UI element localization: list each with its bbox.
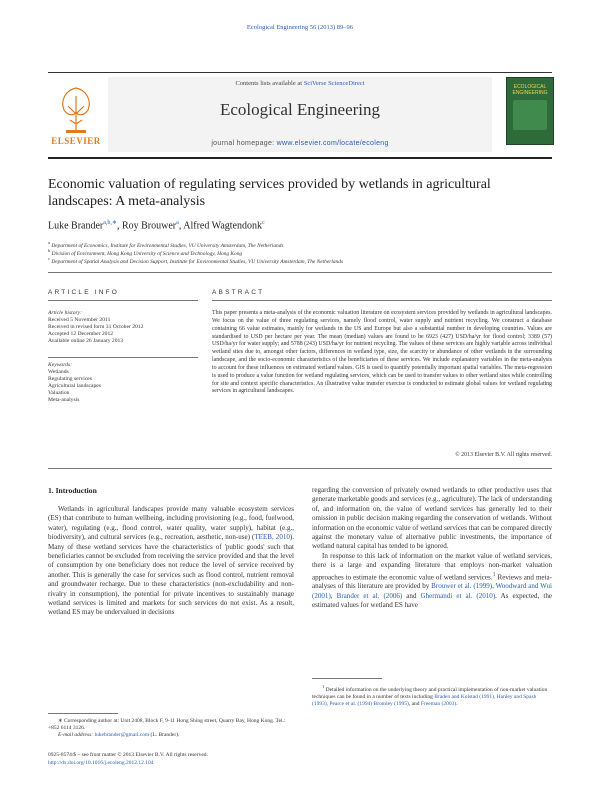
journal-homepage xyxy=(108,140,492,147)
affiliation-text: Division of Environment, Hong Kong University of Science and Technology, Hong Kong xyxy=(51,250,243,257)
keywords-label: Keywords: xyxy=(48,362,73,368)
body-text: and xyxy=(402,591,421,600)
contents-prefix: Contents lists available at xyxy=(235,80,304,87)
intro-column-right xyxy=(312,486,552,611)
body-text: In response to this lack of information on the market value of wetland services, there is a large and expanding literature that employs non-market valuation approaches to estimate the economic value of wetland services. xyxy=(312,551,552,581)
author-name[interactable]: Roy Brouwer xyxy=(121,220,177,232)
body-text: Reviews and meta-analyses of this literature are provided by xyxy=(312,573,552,591)
footnote-text: Detailed information on the underlying theory and practical implementation of non-market valuation techniques can be found in a number of texts including xyxy=(312,686,548,701)
sciencedirect-link[interactable]: SciVerse ScienceDirect xyxy=(303,80,365,87)
body-text: ). Many of these wetland services have the characteristics of 'public goods' such that beneficiaries cannot be excluded from receiving the service provided and that the level of consumption by one beneficiary does not reduce the level of service received by another. This is generally the case for services such as flood control, nutrient removal and groundwater recharge. Due to these characteristics (non-excludability and non-rivalry in consumption), the potential for private incentives to sustainably manage wetland services is limited and markets for such services do not exist. As a result, wetland ES may be undervalued in decisions xyxy=(48,533,295,617)
email-link[interactable]: lukebrander@gmail.com xyxy=(94,732,150,739)
citation-link[interactable]: Braden and Kolstad (1991), Hanley and Spash (1993), Pearce et al. (1994) Bromley (1995) xyxy=(312,694,537,708)
keywords xyxy=(48,362,198,404)
author-sup[interactable]: a xyxy=(176,220,179,226)
email-note xyxy=(48,732,294,739)
header-rule-bottom xyxy=(48,157,552,159)
keyword: Wetlands xyxy=(48,369,69,375)
keyword: Valuation xyxy=(48,390,70,396)
keyword: Meta-analysis xyxy=(48,397,80,403)
journal-cover-thumbnail[interactable] xyxy=(506,77,554,145)
body-text: . As expected, the estimated values for wetland ES have xyxy=(312,591,552,610)
abstract-rule xyxy=(212,300,552,301)
footnote-text: , and xyxy=(408,701,421,708)
abstract-text: This paper presents a meta-analysis of the economic valuation literature on ecosystem services provided by wetlands in agricultural landscapes. We focus on the value of three regulating services, namely flood control, water supply and nutrient recycling. We construct a database containing 66 value estimates, mainly for wetlands in the US and Europe but also a substantial number in developing countries. Values are standardised to USD per hectare per year. The mean (median) values are found to be 6923 (427) USD/ha/yr for flood control; 3389 (57) USD/ha/yr for water supply; and 5788 (243) USD/ha/yr for nutrient recycling. The values of these services are highly variable across individual wetland sites due to, amongst other factors, differences in wetland type, size, the scarcity or abundance of other wetlands in the surrounding landscape, and the socio-economic characteristics of the beneficiaries of these services. We include explanatory variables in the meta-analysis to account for these influences on estimated wetland values. GIS is used to quantify potentially important spatial variables. The meta-regression is used to produce a value function for wetland regulating services, which can be used to transfer values to other wetland sites while controlling for site and context specific characteristics. An illustrative value transfer exercise is conducted to estimate global values for wetland regulating services in agricultural landscapes. xyxy=(212,310,552,395)
issn-line: 0925-8574/$ – see front matter © 2013 Elsevier B.V. All rights reserved. xyxy=(48,752,208,758)
author-name[interactable]: Alfred Wagtendonk xyxy=(183,220,262,232)
history-item: Available online 26 January 2013 xyxy=(48,338,124,344)
author-sup[interactable]: a,b,∗ xyxy=(103,220,117,226)
intro-column-left xyxy=(48,505,294,618)
cover-image xyxy=(513,100,547,130)
doi-link[interactable]: http://dx.doi.org/10.1016/j.ecoleng.2012.12.104 xyxy=(48,760,154,766)
email-suffix: (L. Brander). xyxy=(150,732,180,739)
affiliation-sup: c xyxy=(48,256,50,261)
footnote-rule-left xyxy=(48,713,118,714)
body-text: Wetlands in agricultural landscapes provide many valuable ecosystem services (ES) that contribute to human wellbeing, including provisioning (e.g., food, fuelwood, water), regulating (e.g., flood control, water quality, water supply), habitat (e.g., biodiversity), and cultural services (e.g., recreation, aesthetic, non-use) ( xyxy=(48,505,294,542)
history-item: Accepted 12 December 2012 xyxy=(48,331,114,337)
article-history xyxy=(48,310,198,345)
footnote-1 xyxy=(312,683,552,708)
header-rule-top xyxy=(48,72,552,73)
footnote-text: . xyxy=(456,701,458,708)
affiliation xyxy=(48,256,552,265)
cover-title: ECOLOGICAL ENGINEERING xyxy=(512,84,548,96)
keyword: Agricultural landscapes xyxy=(48,383,101,389)
info-rule xyxy=(48,300,198,301)
article-title: Economic valuation of regulating services provided by wetlands in agricultural landscapes: A meta-analysis xyxy=(48,177,491,209)
info-divider xyxy=(48,357,198,358)
history-item: Received in revised form 31 October 2012 xyxy=(48,324,144,330)
section-rule xyxy=(48,272,552,273)
section-heading-introduction: 1. Introduction xyxy=(48,486,97,495)
elsevier-wordmark: ELSEVIER xyxy=(51,136,101,146)
citation-link[interactable]: Ghermandi et al. (2010) xyxy=(420,591,496,600)
body-text: regarding the conversion of privately owned wetlands to other productive uses that generate marketable goods and services (e.g., agriculture). The lack of understanding of, and information on, the value of wetland services has generally led to their omission in public decision making regarding the conservation of wetlands. Without information on the economic value of wetland services that can be compared directly against the monetary value of alternative public investments, the importance of wetland natural capital has tended to be ignored. xyxy=(312,486,552,551)
journal-name: Ecological Engineering xyxy=(219,100,381,119)
section-rule xyxy=(48,468,552,469)
corresponding-author-note: ∗ Corresponding author at: Unit 2408, Block F, 9-11 Hong Shing street, Quarry Bay, Hong Kong. Tel.: +852 6114 3126. xyxy=(48,718,286,732)
footnote-ref[interactable]: 1 xyxy=(492,571,496,578)
footnote-number: 1 xyxy=(322,684,325,689)
footnote-rule-right xyxy=(312,678,382,679)
author-sup[interactable]: c xyxy=(261,220,265,226)
homepage-prefix: journal homepage: xyxy=(211,140,277,147)
abstract-heading: ABSTRACT xyxy=(212,289,265,296)
affiliation-text: Department of Economics, Institute for Environmental Studies, VU University Amsterdam, The Netherlands xyxy=(51,242,284,249)
affiliation-sup: b xyxy=(48,248,51,253)
keyword: Regulating services xyxy=(48,376,92,382)
article-info-heading: ARTICLE INFO xyxy=(48,289,120,296)
author-name[interactable]: Luke Brander xyxy=(48,220,104,232)
footnote-corresponding xyxy=(48,718,294,740)
journal-citation[interactable]: Ecological Engineering 56 (2013) 89–96 xyxy=(246,24,354,31)
author-list: Luke Brander$^{a,b,∗}$, Roy Brouwer$^a$, Alfred Wagtendonk$^c$ xyxy=(48,220,265,232)
citation-link[interactable]: Freeman (2003) xyxy=(420,701,457,708)
email-label: E-mail address: xyxy=(58,732,94,739)
copyright-notice: © 2013 Elsevier B.V. All rights reserved. xyxy=(455,452,552,458)
citation-link[interactable]: Brouwer et al. (1999), Woodward and Wui (2001), Brander et al. (2006) xyxy=(312,582,552,600)
citation-link[interactable]: TEEB, 2010 xyxy=(254,533,290,542)
affiliation-sup: a xyxy=(48,240,50,245)
affiliation-text: Department of Spatial Analysis and Decision Support, Institute for Environmental Studies, VU University Amsterdam, The Netherlands xyxy=(51,258,344,265)
history-item: Received 5 November 2011 xyxy=(48,317,111,323)
history-label: Article history: xyxy=(48,310,83,316)
contents-line xyxy=(108,80,492,87)
homepage-link[interactable]: www.elsevier.com/locate/ecoleng xyxy=(276,140,389,147)
